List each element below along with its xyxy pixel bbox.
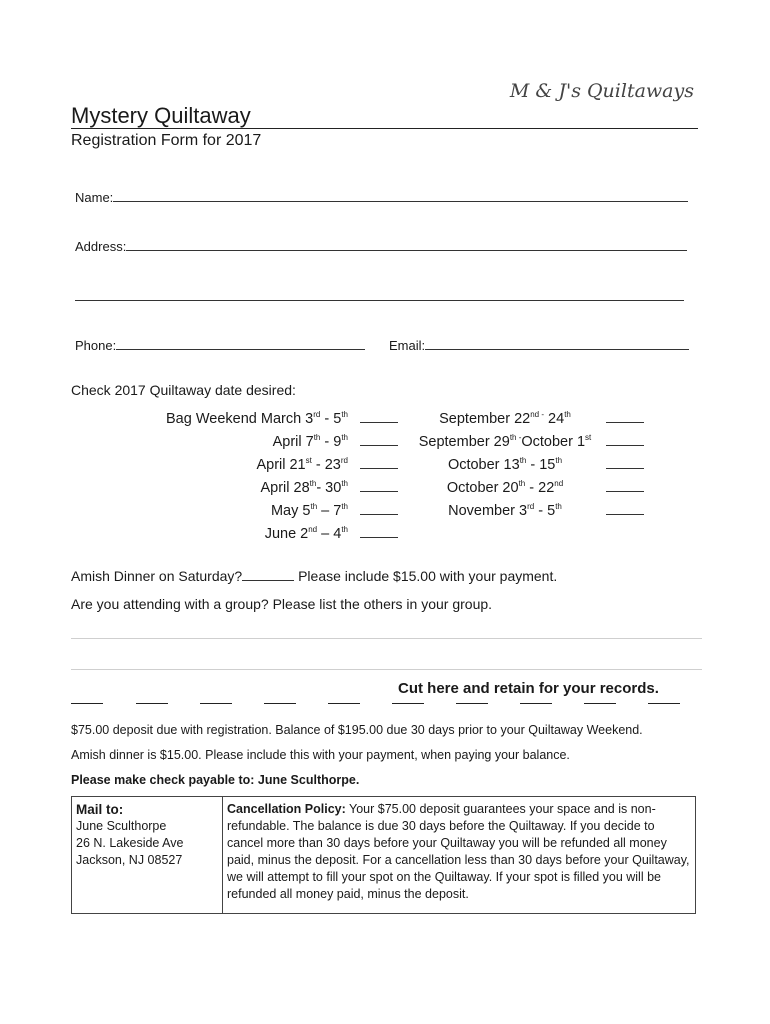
policy-text: Your $75.00 deposit guarantees your space and is non-refundable. The balance is due 30 days before the Quiltaway. If you decide to cancel more than 30 days before your Quiltaway you will be refunded all money paid, minus the deposit. For a cancellation less than 30 days before your Quiltaway, we will attempt to fill your spot on the Quiltaway. If your spot is filled you will be refunded all money paid, minus the deposit. [227, 802, 690, 901]
date-text: st [585, 433, 592, 443]
date-check-blank[interactable] [606, 500, 644, 515]
date-text: - 22 [525, 480, 555, 496]
date-text: - 9 [320, 434, 342, 450]
date-check-blank[interactable] [606, 477, 644, 492]
date-check-row [606, 431, 646, 454]
date-check-row [360, 431, 400, 454]
page-subtitle: Registration Form for 2017 [71, 132, 262, 149]
amish-payment-note: Please include $15.00 with your payment. [294, 568, 558, 584]
phone-field[interactable] [75, 337, 365, 353]
date-checkboxes-left [360, 408, 400, 546]
date-check-blank[interactable] [360, 454, 398, 469]
date-text: st [305, 456, 312, 466]
date-check-row [606, 477, 646, 500]
date-check-row [360, 500, 400, 523]
cut-dash [584, 703, 616, 704]
name-label: Name: [75, 190, 114, 205]
address-field-2[interactable] [75, 288, 684, 304]
date-option-left [120, 431, 348, 454]
date-check-blank[interactable] [360, 477, 398, 492]
cut-dash [456, 703, 488, 704]
date-text: rd [313, 410, 321, 420]
date-check-row [606, 454, 646, 477]
date-text: th [518, 479, 526, 489]
cut-dash [520, 703, 552, 704]
email-field[interactable] [389, 337, 689, 353]
date-text: - 5 [320, 411, 342, 427]
date-check-blank[interactable] [606, 408, 644, 423]
phone-line[interactable] [116, 337, 365, 350]
date-check-blank[interactable] [360, 431, 398, 446]
email-label: Email: [389, 338, 426, 353]
date-text: June 2 [264, 526, 309, 542]
address-line[interactable] [126, 238, 687, 251]
brand-name: M & J's Quiltaways [509, 80, 694, 102]
email-line[interactable] [425, 337, 689, 350]
date-option-left [120, 500, 348, 523]
date-option-left [120, 477, 348, 500]
info-box [71, 796, 696, 914]
group-question: Are you attending with a group? Please list the others in your group. [71, 596, 493, 612]
cancellation-cell [223, 797, 696, 914]
date-text: 24 [544, 411, 565, 427]
date-text: Bag Weekend March 3 [166, 411, 314, 427]
date-text: - 15 [526, 457, 556, 473]
date-text: November 3 [448, 503, 528, 519]
address-field[interactable] [75, 238, 687, 254]
date-check-blank[interactable] [606, 431, 644, 446]
cut-dash [136, 703, 168, 704]
date-text: September 29 [418, 434, 510, 450]
amish-dinner-blank[interactable] [242, 568, 294, 581]
name-field[interactable] [75, 189, 688, 205]
date-option-right [410, 500, 600, 523]
date-text: - 30 [316, 480, 342, 496]
mail-to-cell [72, 797, 223, 914]
date-text: May 5 [270, 503, 311, 519]
name-line[interactable] [113, 189, 688, 202]
date-text: October 20 [446, 480, 519, 496]
title-underline [71, 128, 698, 129]
date-text: th [341, 433, 348, 443]
deposit-info: $75.00 deposit due with registration. Balance of $195.00 due 30 days prior to your Quiltaway Weekend. [71, 723, 643, 737]
date-text: rd [527, 502, 535, 512]
date-check-blank[interactable] [606, 454, 644, 469]
amish-dinner-question [71, 568, 557, 584]
date-check-row [360, 477, 400, 500]
date-option-left [120, 408, 348, 431]
cut-instruction: Cut here and retain for your records. [394, 680, 663, 697]
date-text: October 13 [447, 457, 520, 473]
cut-dash [264, 703, 296, 704]
date-check-blank[interactable] [360, 523, 398, 538]
cut-dash [71, 703, 103, 704]
date-text: th [555, 456, 563, 466]
dinner-info: Amish dinner is $15.00. Please include this with your payment, when paying your balance. [71, 748, 570, 762]
date-check-row [360, 408, 400, 431]
date-text: th [555, 502, 562, 512]
date-check-blank[interactable] [360, 408, 398, 423]
group-answer-line-1[interactable] [71, 638, 702, 639]
address-label: Address: [75, 239, 127, 254]
amish-question-label: Amish Dinner on Saturday? [71, 568, 243, 584]
date-text: nd [308, 525, 318, 535]
date-text: - 5 [534, 503, 556, 519]
date-text: th [519, 456, 527, 466]
date-text: nd [554, 479, 564, 489]
date-text: th [341, 479, 348, 489]
date-text: April 28 [260, 480, 310, 496]
date-list-right [410, 408, 600, 523]
date-text: April 21 [256, 457, 306, 473]
date-text: th [310, 502, 318, 512]
date-text: th [313, 433, 321, 443]
date-text: th [341, 525, 348, 535]
date-option-right [410, 477, 600, 500]
date-text: nd - [530, 410, 545, 420]
date-option-left [120, 454, 348, 477]
mail-city: Jackson, NJ 08527 [76, 853, 183, 867]
cut-dash [392, 703, 424, 704]
date-check-row [606, 500, 646, 523]
group-answer-line-2[interactable] [71, 669, 702, 670]
date-check-row [360, 454, 400, 477]
date-text: th - [509, 433, 522, 443]
date-text: th [341, 502, 348, 512]
cut-dash [328, 703, 360, 704]
mail-heading: Mail to: [76, 802, 124, 817]
page-title: Mystery Quiltaway [71, 103, 251, 128]
date-text: April 7 [272, 434, 314, 450]
date-option-right [410, 408, 600, 431]
date-text: - 23 [311, 457, 341, 473]
date-option-right [410, 431, 600, 454]
date-checkboxes-right [606, 408, 646, 523]
policy-heading: Cancellation Policy: [227, 802, 346, 816]
date-text: th [309, 479, 317, 489]
payable-info: Please make check payable to: June Sculthorpe. [71, 773, 360, 787]
date-option-left [120, 523, 348, 546]
date-text: th [564, 410, 571, 420]
date-list-left [120, 408, 348, 546]
cut-dash [200, 703, 232, 704]
date-option-right [410, 454, 600, 477]
date-text: th [341, 410, 348, 420]
date-text: – 7 [317, 503, 342, 519]
mail-name: June Sculthorpe [76, 819, 167, 833]
address-line-2[interactable] [75, 288, 684, 301]
date-check-row [360, 523, 400, 546]
date-text: October 1 [521, 434, 586, 450]
date-text: rd [340, 456, 348, 466]
date-text: September 22 [439, 411, 531, 427]
date-text: – 4 [317, 526, 342, 542]
date-check-row [606, 408, 646, 431]
phone-label: Phone: [75, 338, 117, 353]
cut-dash [648, 703, 680, 704]
date-heading: Check 2017 Quiltaway date desired: [71, 382, 296, 398]
date-check-blank[interactable] [360, 500, 398, 515]
mail-street: 26 N. Lakeside Ave [76, 836, 184, 850]
